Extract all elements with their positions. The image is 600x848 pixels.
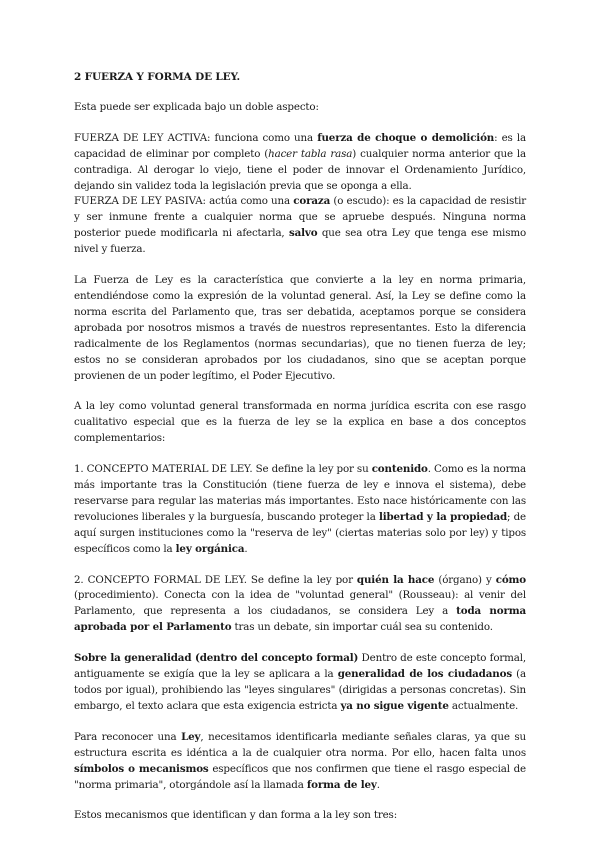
generalidad-text-3: actualmente. <box>448 699 519 712</box>
formal-bold-1: quién la hace <box>356 573 435 586</box>
section-title: 2 FUERZA Y FORMA DE LEY. <box>74 71 241 83</box>
pasiva-text-1: actúa como una <box>205 195 294 208</box>
formal-text-4: tras un debate, sin importar cuál sea su contenido. <box>231 621 493 634</box>
activa-bold-1: fuerza de choque o demolición <box>317 131 495 144</box>
formal-bold-2: cómo <box>495 573 527 586</box>
activa-label: FUERZA DE LEY ACTIVA: <box>74 131 211 144</box>
formal-text-1: 2. CONCEPTO FORMAL DE LEY. Se define la ley por <box>74 573 357 586</box>
reconocer-bold-3: forma de ley <box>306 778 377 791</box>
formal-bold-3: toda norma aprobada por el Parlamento <box>74 605 526 634</box>
material-text-2: . Como es la norma más importante tras la Constitución (tiene fuerza de ley e innova el sistema), debe reservarse para regular las materias más importantes. Esto nace históricamente con las revoluciones liberales y la burguesía, buscando proteger la <box>74 463 526 523</box>
concepto-material-paragraph <box>74 462 526 557</box>
activa-text-1: funciona como una <box>210 131 318 144</box>
material-text-1: 1. CONCEPTO MATERIAL DE LEY. Se define la ley por su <box>74 463 372 476</box>
reconocer-text-3: específicos que nos confirmen que tiene el rasgo especial de "norma primaria", otorgándole así la llamada <box>74 762 526 791</box>
intro-paragraph: Esta puede ser explicada bajo un doble aspecto: <box>74 100 319 113</box>
generalidad-bold-1: Sobre la generalidad (dentro del concepto formal) <box>74 652 359 665</box>
generalidad-bold-2: generalidad de los ciudadanos <box>337 668 512 681</box>
mecanismos-paragraph: Estos mecanismos que identifican y dan forma a la ley son tres: <box>74 809 398 822</box>
reconocer-bold-1: Ley <box>181 730 201 743</box>
pasiva-bold-2: salvo <box>288 227 318 240</box>
formal-text-3: (procedimiento). Conecta con la idea de "voluntad general" (Rousseau): al venir del Parlamento, que representa a los ciudadanos, se considera Ley a <box>74 589 526 618</box>
fuerza-de-ley-paragraph: La Fuerza de Ley es la característica que convierte a la ley en norma primaria, entendiéndose como la expresión de la voluntad general. Así, la Ley se define como la norma escrita del Parlamento que, tras ser debatida, aceptamos porque se considera aprobada por nosotros mismos a través de nuestros representantes. Esto la diferencia radicalmente de los Reglamentos (normas secundarias), que no tienen fuerza de ley; estos no se consideran aprobados por los ciudadanos, sino que se aceptan porque provienen de un poder legítimo, el Poder Ejecutivo. <box>74 274 526 382</box>
generalidad-bold-3: ya no sigue vigente <box>340 699 449 712</box>
generalidad-text-2: (a todos por igual), prohibiendo las "leyes singulares" (dirigidas a personas concretas). Sin embargo, el texto aclara que esta exigencia estricta <box>74 668 527 712</box>
activa-text-3: ) cualquier norma anterior que la contradiga. Al derogar lo viejo, tiene el poder de innovar el Ordenamiento Jurídico, dejando sin validez toda la legislación previa que se oponga a ella. <box>74 147 527 192</box>
material-bold-2: libertad y la propiedad <box>378 510 508 523</box>
generalidad-paragraph <box>74 651 526 715</box>
reconocer-text-1: Para reconocer una <box>74 730 182 743</box>
material-bold-1: contenido <box>371 463 428 476</box>
pasiva-text-2: (o escudo): es la capacidad de resistir y ser inmune frente a cualquier norma que se apruebe después. Ninguna norma posterior puede modificarla ni afectarla, <box>74 195 526 240</box>
reconocer-text-2: , necesitamos identificarla mediante señales claras, ya que su estructura escrita es idéntica a la de cualquier otra norma. Por ello, hacen falta unos <box>74 730 526 759</box>
pasiva-bold-1: coraza <box>293 195 331 208</box>
formal-text-2: (órgano) y <box>434 573 496 586</box>
concepto-formal-paragraph <box>74 573 526 637</box>
fuerza-pasiva-paragraph <box>74 194 526 258</box>
activa-text-2: : es la capacidad de eliminar por completo ( <box>74 131 526 160</box>
material-bold-3: ley orgánica <box>175 542 245 555</box>
generalidad-text-1: Dentro de este concepto formal, antiguamente se exigía que la ley se aplicara a la <box>74 652 527 681</box>
fuerza-activa-paragraph <box>74 131 526 195</box>
reconocer-ley-paragraph <box>74 730 526 794</box>
pasiva-text-3: que sea otra Ley que tenga ese mismo nivel y fuerza. <box>74 227 526 256</box>
voluntad-general-paragraph: A la ley como voluntad general transformada en norma jurídica escrita con ese rasgo cualitativo especial que es la fuerza de ley se la explica en base a dos conceptos complementarios: <box>74 400 526 445</box>
pasiva-label: FUERZA DE LEY PASIVA: <box>74 195 206 208</box>
reconocer-text-4: . <box>376 778 380 791</box>
activa-italic: hacer tabla rasa <box>268 147 353 160</box>
document-page <box>74 70 526 824</box>
reconocer-bold-2: símbolos o mecanismos <box>74 762 209 775</box>
material-text-4: . <box>244 542 248 555</box>
material-text-3: ; de aquí surgen instituciones como la "reserva de ley" (ciertas materias solo por ley) y tipos específicos como la <box>74 510 526 555</box>
